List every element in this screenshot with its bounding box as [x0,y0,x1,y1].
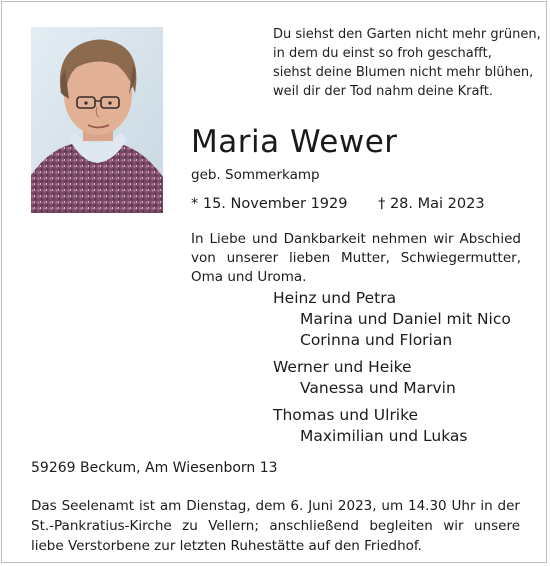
poem [273,25,541,101]
family-member: Marina und Daniel mit Nico [300,310,511,328]
death-date: † 28. Mai 2023 [378,196,485,212]
portrait-photo [31,27,163,213]
family-member: Corinna und Florian [300,331,453,349]
family-group [273,357,511,399]
address: 59269 Beckum, Am Wiesenborn 13 [31,460,278,476]
poem-line: weil dir der Tod nahm deine Kraft. [273,84,494,99]
birth-date: * 15. November 1929 [191,196,348,212]
poem-line: siehst deine Blumen nicht mehr blühen, [273,65,534,80]
poem-line: in dem du einst so froh geschafft, [273,46,492,61]
family-group-head: Thomas und Ulrike [273,406,419,424]
family-group-head: Werner und Heike [273,358,412,376]
family-group [273,405,511,447]
family-group [273,288,511,351]
family-member: Vanessa und Marvin [300,379,456,397]
life-dates [191,196,485,212]
family-member: Maximilian und Lukas [300,427,468,445]
funeral-notice: Das Seelenamt ist am Dienstag, dem 6. Juni 2023, um 14.30 Uhr in der St.-Pankratius-Kirche zu Vellern; anschließend begleiten wir unsere liebe Verstorbene zur letzten Ruhestätte auf den Friedhof. [31,498,520,554]
farewell-text: In Liebe und Dankbarkeit nehmen wir Abschied von unserer lieben Mutter, Schwiegermutter, Oma und Uroma. [191,231,521,285]
family-list [273,288,511,453]
family-group-head: Heinz und Petra [273,289,397,307]
maiden-name: geb. Sommerkamp [191,167,320,183]
poem-line: Du siehst den Garten nicht mehr grünen, [273,27,541,42]
deceased-name: Maria Wewer [191,124,398,160]
